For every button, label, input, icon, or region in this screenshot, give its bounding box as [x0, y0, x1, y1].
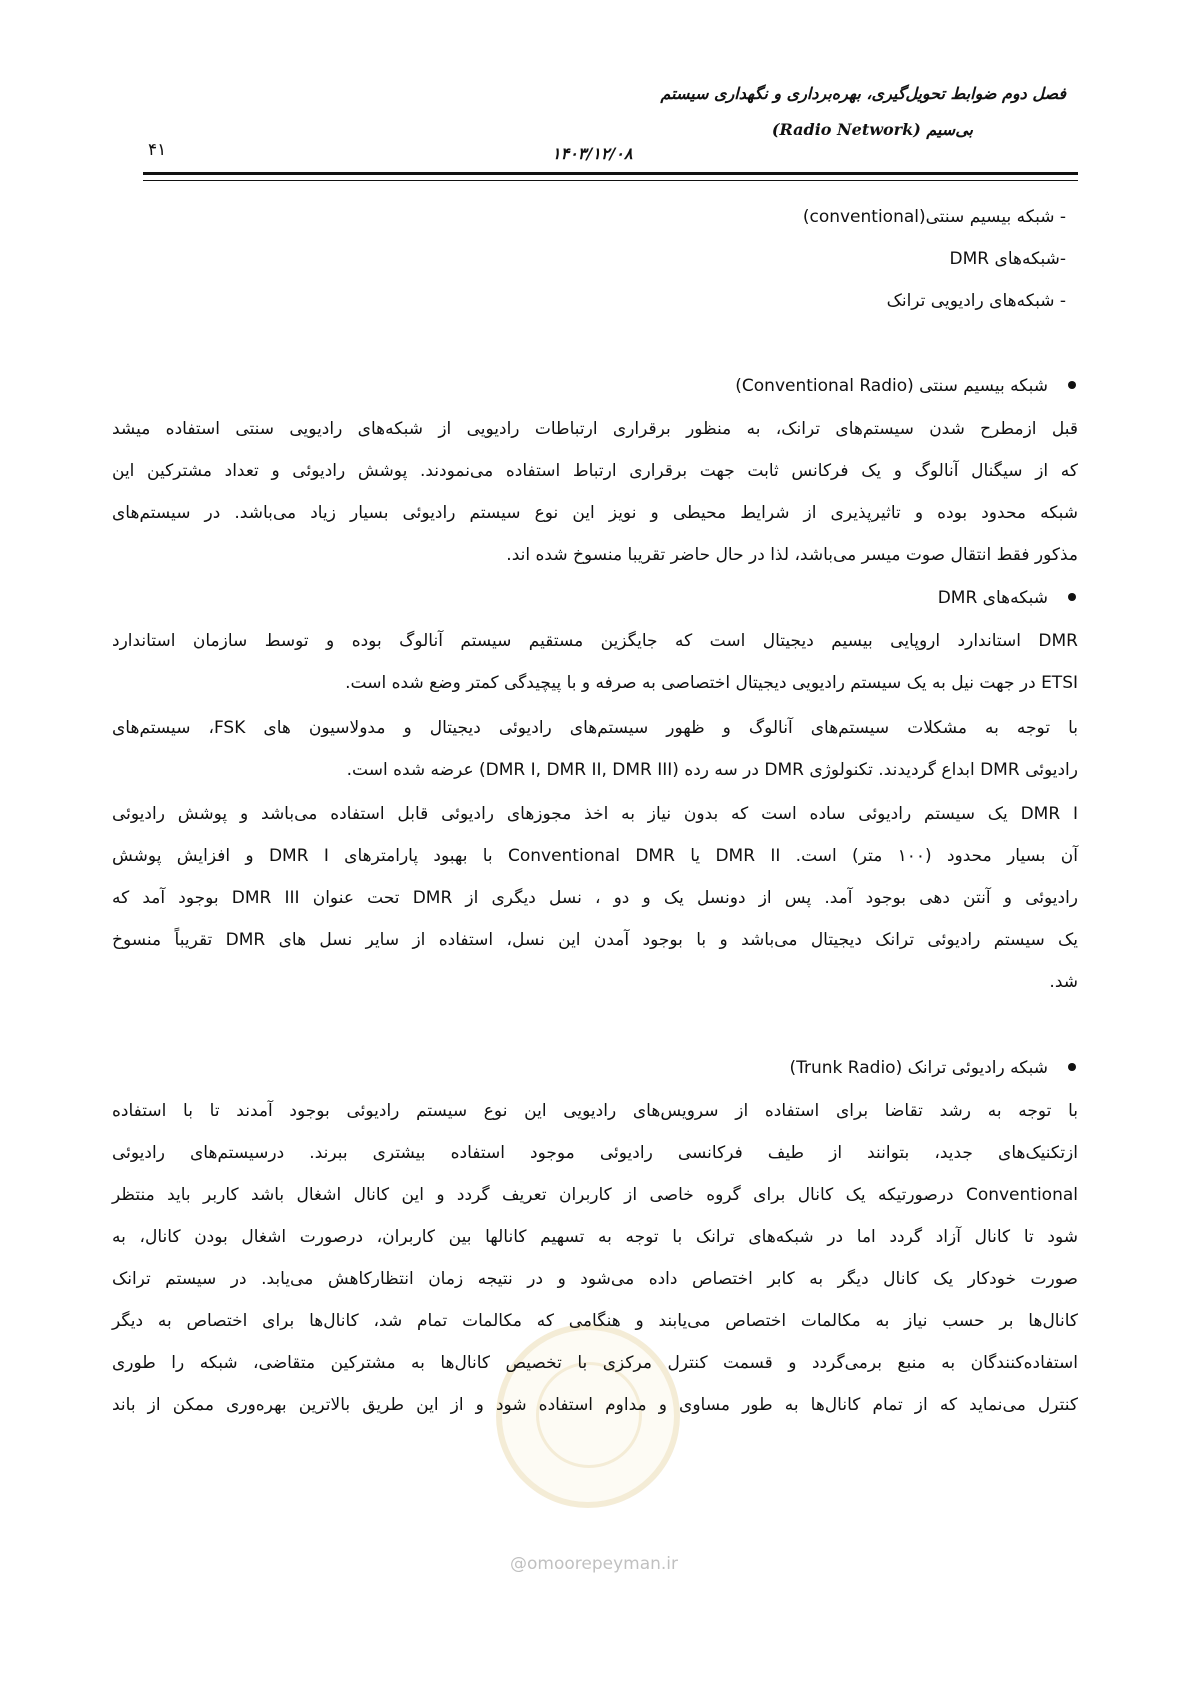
chapter-subtitle: بی‌سیم (Radio Network): [771, 120, 973, 139]
paragraph-line: با توجه به رشد تقاضا برای استفاده از سرویس‌های رادیویی این نوع سیستم رادیوئی بوجود آمدند تا با استفاده: [112, 1101, 1078, 1121]
paragraph-line: DMR استاندارد اروپایی بیسیم دیجیتال است که جایگزین مستقیم سیستم آنالوگ بوده و توسط سازمان استاندارد: [112, 631, 1078, 651]
paragraph-line: رادیوئی و آنتن دهی بوجود آمد. پس از دونسل یک و دو ، نسل دیگری از DMR تحت عنوان DMR III بوجود آمد که: [112, 888, 1078, 908]
watermark-url: @omoorepeyman.ir: [510, 1554, 679, 1574]
paragraph-line: رادیوئی DMR ابداع گردیدند. تکنولوژی DMR در سه رده (DMR I, DMR II, DMR III) عرضه شده است.: [346, 760, 1078, 780]
section-heading-dmr: [938, 586, 1076, 610]
paragraph-line: قبل ازمطرح شدن سیستم‌های ترانک، به منظور برقراری ارتباطات رادیویی از شبکه‌های رادیویی سنتی استفاده میشد: [112, 419, 1078, 439]
paragraph-line: ETSI در جهت نیل به یک سیستم رادیویی دیجیتال اختصاصی به صرفه و با پیچیدگی کمتر وضع شده است.: [345, 673, 1078, 693]
section-heading-trunk: [789, 1056, 1076, 1080]
paragraph-line: شد.: [1049, 972, 1078, 992]
paragraph-line: Conventional درصورتیکه یک کانال برای گروه خاصی از کاربران تعریف گردد و این کانال اشغال باشد کاربر باید منتظر: [112, 1185, 1078, 1205]
bullet-icon: [1068, 593, 1076, 601]
paragraph-line: آن بسیار محدود (۱۰۰ متر) است. DMR II یا Conventional DMR با بهبود پارامترهای DMR I و افزایش پوشش: [112, 846, 1079, 866]
paragraph-line: کانال‌ها بر حسب نیاز به مکالمات اختصاص می‌یابند و هنگامی که مکالمات تمام شد، کانال‌ها برای اختصاص به دیگر: [112, 1311, 1078, 1331]
heading-text: شبکه رادیوئی ترانک (Trunk Radio): [789, 1058, 1048, 1078]
paragraph-line: استفاده‌کنندگان به منبع برمی‌گردد و قسمت کنترل مرکزی با تخصیص کانال‌ها به مشترکین متقاضی، شبکه را طوری: [112, 1353, 1078, 1373]
heading-text: شبکه بیسیم سنتی (Conventional Radio): [735, 376, 1048, 396]
header-divider-thin: [143, 180, 1078, 181]
heading-text: شبکه‌های DMR: [937, 588, 1048, 608]
paragraph-line: صورت خودکار یک کانال دیگر به کابر اختصاص داده می‌شود و در نتیجه زمان انتظارکاهش می‌یابد. در سیستم ترانک: [112, 1269, 1078, 1289]
paragraph-line: ازتکنیک‌های جدید، بتوانند از طیف فرکانسی رادیوئی موجود استفاده بیشتری ببرند. درسیستم‌های رادیوئی: [112, 1143, 1078, 1163]
paragraph-line: شبکه محدود بوده و تاثیرپذیری از شرایط محیطی و نویز این نوع سیستم رادیوئی بسیار زیاد می‌باشد. در سیستم‌های: [112, 503, 1078, 523]
section-heading-conventional: [735, 374, 1076, 398]
paragraph-line: کنترل می‌نماید که از تمام کانال‌ها به طور مساوی و مداوم استفاده شود و از این طریق بالاترین بهره‌وری ممکن از باند: [112, 1395, 1078, 1415]
paragraph-line: با توجه به مشکلات سیستم‌های آنالوگ و ظهور سیستم‌های رادیوئی دیجیتال و مدولاسیون های FSK، سیستم‌های: [112, 718, 1078, 738]
document-date: ۱۴۰۳/۱۲/۰۸: [552, 144, 633, 163]
bullet-icon: [1068, 1063, 1076, 1071]
bullet-icon: [1068, 381, 1076, 389]
intro-list-item: -شبکه‌های DMR: [949, 249, 1066, 269]
intro-list-item: - شبکه‌های رادیویی ترانک: [886, 291, 1066, 311]
paragraph-line: مذکور فقط انتقال صوت میسر می‌باشد، لذا در حال حاضر تقریبا منسوخ شده اند.: [506, 545, 1078, 565]
paragraph-line: که از سیگنال آنالوگ و یک فرکانس ثابت جهت برقراری ارتباط استفاده می‌نمودند. پوشش رادیوئی و تعداد مشترکین این: [112, 461, 1078, 481]
header-divider-thick: [143, 172, 1078, 175]
intro-list-item: - شبکه بیسیم سنتی(conventional): [802, 207, 1066, 227]
paragraph-line: یک سیستم رادیوئی ترانک دیجیتال می‌باشد و با بوجود آمدن این نسل، استفاده از سایر نسل های DMR تقریباً منسوخ: [112, 930, 1079, 950]
chapter-title: فصل دوم ضوابط تحویل‌گیری، بهره‌برداری و نگهداری سیستم: [660, 84, 1066, 103]
paragraph-line: شود تا کانال آزاد گردد اما در شبکه‌های ترانک با توجه به تسهیم کانالها بین کاربران، درصورت اشغال بودن کانال، به: [112, 1227, 1078, 1247]
paragraph-line: DMR I یک سیستم رادیوئی ساده است که بدون نیاز به اخذ مجوزهای رادیوئی قابل استفاده می‌باشد و پوشش رادیوئی: [112, 804, 1078, 824]
page-number: ۴۱: [148, 140, 167, 160]
